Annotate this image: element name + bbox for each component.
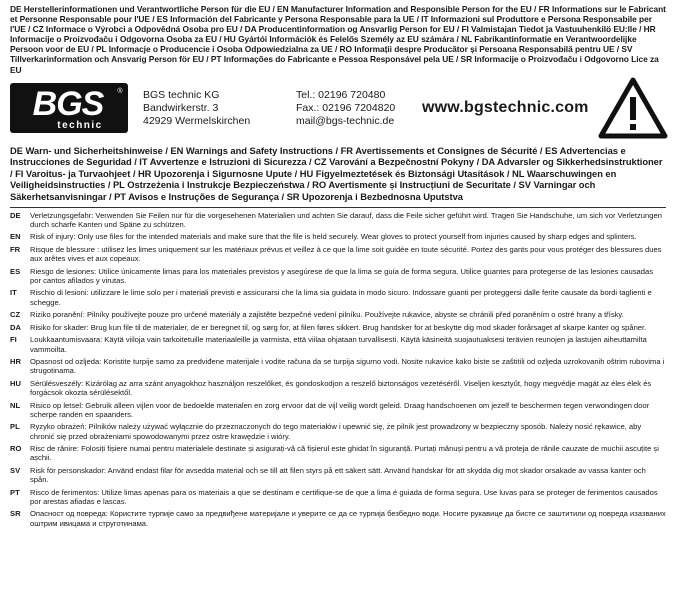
safety-instructions-heading: DE Warn- und Sicherheitshinweise / EN Warnings and Safety Instructions / FR Avertissements et Consignes de Sécurité / ES Advertencias e Instrucciones de Seguridad / IT Avvertenze e Istruzioni di Sicurezza / CZ Varování a Bezpečnostní Pokyny / DA Advarsler og Sikkerhedsinstruktioner / FI Varoitus- ja Turvaohjeet / HR Upozorenja i Sigurnosne Upute / HU Figyelmeztetések és Biztonsági Utasítások / NL Waarschuwingen en Veiligheidsinstructies / PL Ostrzeżenia i Instrukcje Bezpieczeństwa / RO Avertismente și Instrucțiuni de Securitate / SV Varningar och Säkerhetsanvisningar / PT Avisos e Instruções de Segurança / SR Upozorenja i Bezbednosna Uputstva — [10, 144, 663, 203]
warning-row-fi — [10, 335, 666, 354]
warning-text: Risque de blessure : utilisez les limes uniquement sur les matériaux prévus et veillez à ce que la lime soit guidée en toute sécurité. Portez des gants pour vous protéger des blessures dues aux arêtes vives et aux copeaux. — [30, 244, 662, 264]
warning-text: Rischio di lesioni: utilizzare le lime solo per i materiali previsti e assicurarsi che la lima sia guidata in modo sicuro. Indossare guanti per proteggersi dalle ferite causate da bordi taglienti e schegge. — [30, 288, 652, 307]
warning-text: Sérülésveszély: Kizárólag az arra szánt anyagokhoz használjon reszelőket, és gondoskodjon a reszelő biztonságos vezetéséről. Viseljen kesztyűt, hogy megvédje magát az éles élek és forgácsok okozta sérülésektől. — [30, 378, 652, 398]
language-code: RO — [10, 444, 22, 454]
warning-row-pl — [10, 422, 666, 441]
contact-block — [10, 81, 666, 143]
language-code: PL — [10, 422, 20, 432]
email-link[interactable]: mail@bgs-technic.de — [296, 115, 395, 128]
warning-row-es — [10, 267, 666, 286]
section-divider — [10, 207, 666, 208]
warning-row-hr — [10, 357, 666, 376]
language-code: FI — [10, 335, 17, 345]
phone-block — [296, 89, 395, 129]
language-code: EN — [10, 232, 21, 242]
warning-text: Verletzungsgefahr: Verwenden Sie Feilen nur für die vorgesehenen Materialien und achten Sie darauf, dass die Feile sicher geführt wird. Tragen Sie Handschuhe, um sich vor Verletzungen durch scharfe Kanten und Späne zu schützen. — [30, 210, 662, 229]
city: 42929 Wermelskirchen — [143, 115, 251, 128]
warnings-list — [10, 211, 666, 528]
warning-row-it — [10, 288, 666, 307]
street: Bandwirkerstr. 3 — [143, 101, 219, 114]
svg-text:®: ® — [117, 87, 123, 95]
warning-text: Risc de rănire: Folosiți fișiere numai pentru materialele destinate și asigurați-vă că fișierul este ghidat în siguranță. Purtați mănuși pentru a vă proteja de rănile cauzate de muchii ascuțite și așchii. — [30, 444, 659, 463]
warning-row-ro — [10, 444, 666, 463]
warning-text: Riziko poranění: Pilníky používejte pouze pro určené materiály a zajistěte bezpečné vedení pilníku. Používejte rukavice, abyste se chránili před poraněním o ostré hrany a třísky. — [30, 310, 624, 320]
warning-text: Risco de ferimentos: Utilize limas apenas para os materiais a que se destinam e certifique-se de que a lima é guiada de forma segura. Use luvas para se proteger de ferimentos causados por arestas afiadas e lascas. — [30, 487, 658, 506]
svg-text:technic: technic — [57, 119, 103, 131]
warning-row-pt — [10, 488, 666, 507]
manufacturer-info-heading: DE Herstellerinformationen und Verantwortliche Person für die EU / EN Manufacturer Information and Responsible Person for the EU / FR Informations sur le Fabricant et Personne Responsable pour l'UE / ES Información del Fabricante y Persona Responsable para la UE / IT Informazioni sul Produttore e Persona Responsabile per l'UE / CZ Informace o Výrobci a Odpovědná Osoba pro EU / DA Producentinformation og Ansvarlig Person for EU / FI Valmistajan Tiedot ja Vastuuhenkilö EU:lle / HR Informacije o Proizvođaču i Odgovorna Osoba za EU / HU Gyártói Információk és Felelős Személy az EU számára / NL Fabrikantinformatie en Verantwoordelijke Persoon voor de EU / PL Informacje o Producencie i Osoba Odpowiedzialna za UE / RO Informații despre Producător și Persoana Responsabilă pentru UE / SV Tillverkarinformation och Ansvarig Person för EU / PT Informações do Fabricante e Pessoa Responsável pela UE / SR Informacije o Proizvođaču i Odgovorno Lice za EU — [10, 4, 666, 75]
warning-row-da — [10, 323, 666, 332]
svg-text:BGS: BGS — [32, 84, 104, 123]
language-code: IT — [10, 288, 17, 298]
warning-row-fr — [10, 245, 666, 264]
language-code: SR — [10, 509, 21, 519]
warning-row-de — [10, 211, 666, 230]
address — [143, 89, 250, 129]
language-code: HU — [10, 378, 21, 388]
warning-text: Ryzyko obrażeń: Pilników należy używać wyłącznie do przeznaczonych do tego materiałów i upewnić się, że pilnik jest prowadzony w bezpieczny sposób. Należy nosić rękawice, aby chronić się przed obrażeniami spowodowanymi przez ostre krawędzie i wióry. — [30, 422, 642, 441]
warning-text: Risiko for skader: Brug kun file til de materialer, de er beregnet til, og sørg for, at filen føres sikkert. Brug handsker for at beskytte dig mod skader forårsaget af skarpe kanter og spåner. — [30, 322, 647, 332]
telephone: Tel.: 02196 720480 — [296, 88, 386, 101]
warning-text: Risk för personskador: Använd endast filar för avsedda material och se till att filen styrs på ett säkert sätt. Använd handskar för att skydda dig mot skador orsakade av vassa kanter och spån. — [30, 465, 646, 485]
language-code: HR — [10, 356, 21, 366]
bgs-technic-logo — [10, 83, 128, 133]
language-code: FR — [10, 244, 21, 254]
warning-row-sv — [10, 466, 666, 485]
language-code: ES — [10, 266, 21, 276]
warning-row-hu — [10, 379, 666, 398]
company-name: BGS technic KG — [143, 88, 220, 101]
language-code: NL — [10, 400, 21, 410]
warning-text: Opasnost od ozljeda: Koristite turpije samo za predviđene materijale i vodite računa da se turpija sigurno vodi. Nosite rukavice kako biste se zaštitili od ozljeda uzrokovanih oštrim rubovima i strugotinama. — [30, 356, 665, 376]
warning-row-nl — [10, 401, 666, 420]
warning-row-cz — [10, 310, 666, 319]
warning-text: Risk of injury: Only use files for the intended materials and make sure that the file is held securely. Wear gloves to protect yourself from injuries caused by sharp edges and splinters. — [30, 232, 637, 242]
language-code: DE — [10, 210, 21, 220]
language-code: PT — [10, 487, 20, 497]
language-code: SV — [10, 465, 21, 475]
fax: Fax.: 02196 7204820 — [296, 101, 396, 114]
warning-text: Loukkaantumisvaara: Käytä viiloja vain tarkoitetuille materiaaleille ja varmista, että viilaa ohjataan turvallisesti. Käytä käsineitä suojautuaksesi terävien reunojen ja lastujen aiheuttamilta vammoilta. — [30, 335, 647, 354]
warning-row-en — [10, 232, 666, 241]
warning-text: Risico op letsel: Gebruik alleen vijlen voor de bedoelde materialen en zorg ervoor dat de vijl veilig wordt geleid. Draag handschoenen om jezelf te beschermen tegen verwondingen door scherpe randen en spaanders. — [30, 400, 650, 419]
website-link[interactable]: www.bgstechnic.com — [422, 98, 589, 116]
warning-triangle-icon — [598, 77, 668, 139]
language-code: CZ — [10, 310, 21, 320]
warning-text: Riesgo de lesiones: Utilice únicamente limas para los materiales previstos y asegúrese de que la lima se guía de forma segura. Utilice guantes para protegerse de las lesiones causadas por cantos afilados y virutas. — [30, 266, 654, 285]
language-code: DA — [10, 322, 21, 332]
warning-row-sr — [10, 509, 666, 528]
warning-text: Опасност од повреда: Користите турпије само за предвиђене материјале и уверите се да се турпија безбедно води. Носите рукавице да бисте се заштитили од повреда изазваних оштрим ивицама и струготинама. — [30, 509, 666, 528]
